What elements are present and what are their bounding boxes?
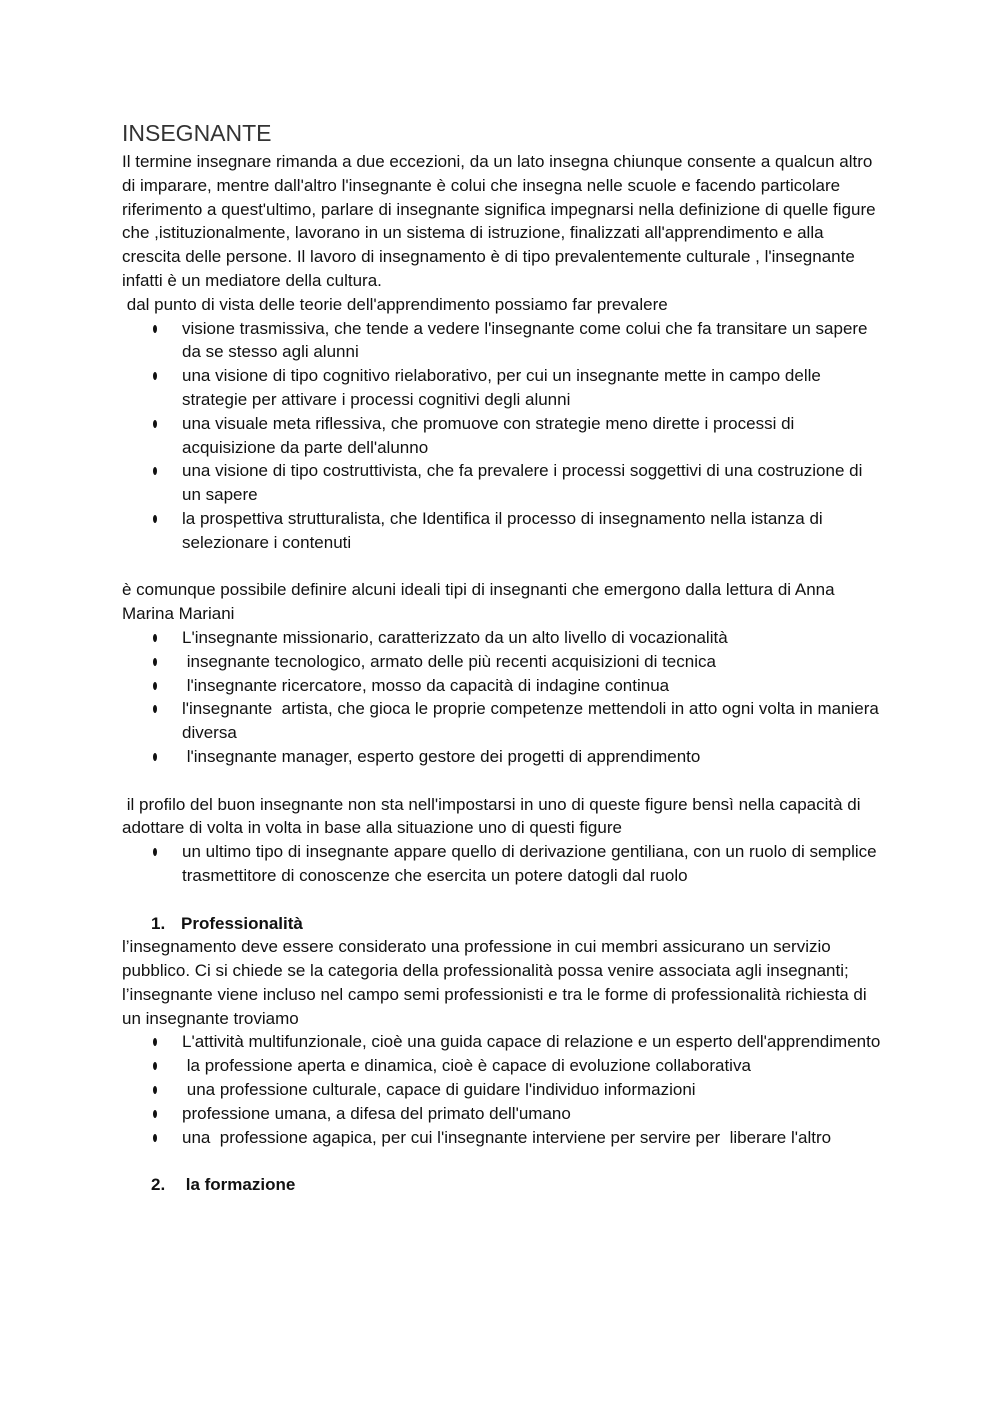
list-item: una professione culturale, capace di guidare l'individuo informazioni (122, 1078, 882, 1102)
list-item: insegnante tecnologico, armato delle più recenti acquisizioni di tecnica (122, 650, 882, 674)
list-item: l'insegnante manager, esperto gestore dei progetti di apprendimento (122, 745, 882, 769)
types-intro: è comunque possibile definire alcuni ideali tipi di insegnanti che emergono dalla lettura di Anna Marina Mariani (122, 580, 835, 624)
section-number: 1. (151, 913, 166, 933)
document-page (122, 118, 882, 1197)
list-item: una visione di tipo cognitivo rielaborativo, per cui un insegnante mette in campo delle strategie per attivare i processi cognitivi degli alunni (122, 364, 882, 412)
list-item: la prospettiva strutturalista, che Identifica il processo di insegnamento nella istanza di selezionare i contenuti (122, 507, 882, 555)
theories-list (122, 317, 882, 555)
intro-paragraph: Il termine insegnare rimanda a due eccezioni, da un lato insegna chiunque consente a qualcun altro di imparare, mentre dall'altro l'insegnante è colui che insegna nelle scuole e facendo particolare riferimento a quest'ultimo, parlare di insegnante significa impegnarsi nella definizione di quelle figure che ,istituzionalmente, lavorano in un sistema di istruzione, finalizzati all'apprendimento e alla crescita delle persone. Il lavoro di insegnamento è di tipo prevalentemente culturale , l'insegnante infatti è un mediatore della cultura. (122, 152, 876, 290)
professionalita-list (122, 1030, 882, 1149)
section-heading-formazione (122, 1173, 882, 1197)
list-item: una professione agapica, per cui l'insegnante interviene per servire per liberare l'altro (122, 1126, 882, 1150)
profile-paragraph: il profilo del buon insegnante non sta nell'impostarsi in uno di queste figure bensì nella capacità di adottare di volta in volta in base alla situazione uno di questi figure (122, 794, 866, 838)
list-item: la professione aperta e dinamica, cioè è capace di evoluzione collaborativa (122, 1054, 882, 1078)
profile-list (122, 840, 882, 888)
spacer (122, 888, 882, 912)
list-item: una visuale meta riflessiva, che promuove con strategie meno dirette i processi di acquisizione da parte dell'alunno (122, 412, 882, 460)
list-item: l'insegnante ricercatore, mosso da capacità di indagine continua (122, 674, 882, 698)
section-paragraph: l’insegnamento deve essere considerato una professione in cui membri assicurano un servizio pubblico. Ci si chiede se la categoria della professionalità possa venire associata agli insegnanti; l’insegnante viene incluso nel campo semi professionisti e tra le forme di professionalità richiesta di un insegnante troviamo (122, 937, 867, 1028)
types-list (122, 626, 882, 769)
list-item: L'attività multifunzionale, cioè una guida capace di relazione e un esperto dell'apprendimento (122, 1030, 882, 1054)
section-heading-professionalita (122, 912, 882, 936)
spacer (122, 769, 882, 793)
section-title: Professionalità (181, 913, 303, 933)
section-title: la formazione (181, 1175, 296, 1195)
list-item: visione trasmissiva, che tende a vedere l'insegnante come colui che fa transitare un sapere da se stesso agli alunni (122, 317, 882, 365)
spacer (122, 1149, 882, 1173)
section-number: 2. (151, 1175, 166, 1195)
list-item: professione umana, a difesa del primato dell'umano (122, 1102, 882, 1126)
spacer (122, 555, 882, 579)
list-item: L'insegnante missionario, caratterizzato da un alto livello di vocazionalità (122, 626, 882, 650)
list-item: l'insegnante artista, che gioca le proprie competenze mettendoli in atto ogni volta in maniera diversa (122, 697, 882, 745)
list-item: un ultimo tipo di insegnante appare quello di derivazione gentiliana, con un ruolo di semplice trasmettitore di conoscenze che esercita un potere datogli dal ruolo (122, 840, 882, 888)
theories-intro: dal punto di vista delle teorie dell'apprendimento possiamo far prevalere (122, 294, 668, 314)
list-item: una visione di tipo costruttivista, che fa prevalere i processi soggettivi di una costruzione di un sapere (122, 459, 882, 507)
document-title: INSEGNANTE (122, 120, 272, 146)
